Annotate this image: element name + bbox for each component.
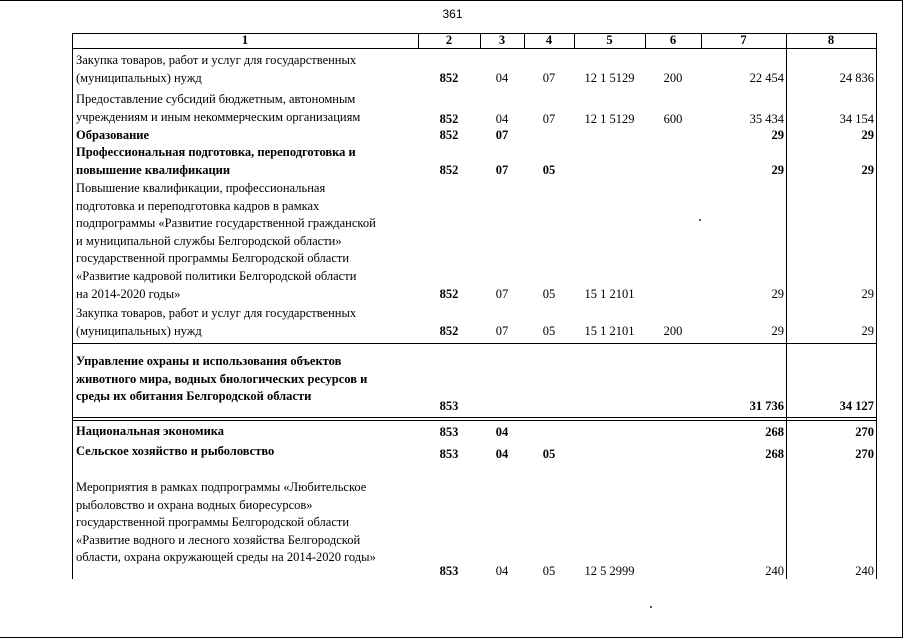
header-col-3: 3 xyxy=(498,33,506,47)
row-pr: 05 xyxy=(542,447,556,461)
col-line-right xyxy=(876,33,877,579)
row-sum-2015: 29 xyxy=(861,287,874,301)
section-top-line xyxy=(72,343,877,344)
row-ved: 852 xyxy=(439,71,459,85)
row-name xyxy=(76,144,418,179)
row-name-line: «Развитие кадровой политики Белгородской области xyxy=(76,268,357,283)
row-name-line: государственной программы Белгородской области xyxy=(76,251,350,266)
row-name-line: рыболовство и охрана водных биоресурсов» xyxy=(76,497,313,512)
row-name-line: Национальная экономика xyxy=(76,424,225,438)
row-sum-2014: 35 434 xyxy=(749,112,784,126)
row-name xyxy=(76,423,418,441)
row-rz: 04 xyxy=(495,425,509,439)
row-ved: 852 xyxy=(439,324,459,338)
row-sum-2015: 24 836 xyxy=(839,71,874,85)
row-name-line: на 2014-2020 годы» xyxy=(76,286,181,301)
scan-speck xyxy=(650,606,652,608)
row-sum-2015: 29 xyxy=(861,128,874,142)
row-name-line: Образование xyxy=(76,128,150,142)
row-sum-2015: 34 154 xyxy=(839,112,874,126)
row-name xyxy=(76,443,418,461)
row-name xyxy=(76,479,418,567)
row-name-line: учреждениям и иным некоммерческим организациям xyxy=(76,109,361,124)
scan-speck xyxy=(699,219,701,221)
row-name-line: (муниципальных) нужд xyxy=(76,323,202,338)
row-name xyxy=(76,353,418,406)
row-vr: 200 xyxy=(663,71,683,85)
row-rz: 07 xyxy=(495,128,509,142)
row-pr: 05 xyxy=(542,163,556,177)
header-col-2: 2 xyxy=(445,33,453,47)
row-sum-2014: 31 736 xyxy=(749,399,784,413)
header-col-6: 6 xyxy=(669,33,677,47)
row-ved: 852 xyxy=(439,163,459,177)
row-sum-2015: 270 xyxy=(855,447,874,461)
row-pr: 07 xyxy=(542,112,556,126)
row-name xyxy=(76,127,418,145)
row-pr: 07 xyxy=(542,71,556,85)
row-name-line: Мероприятия в рамках подпрограммы «Любительское xyxy=(76,480,367,494)
row-name-line: государственной программы Белгородской области xyxy=(76,515,350,530)
row-name-line: Сельское хозяйство и рыболовство xyxy=(76,444,275,458)
row-csr: 12 5 2999 xyxy=(584,564,635,578)
row-ved: 852 xyxy=(439,128,459,142)
row-rz: 04 xyxy=(495,112,509,126)
header-col-4: 4 xyxy=(545,33,553,47)
row-pr: 05 xyxy=(542,287,556,301)
row-ved: 853 xyxy=(439,564,459,578)
row-name xyxy=(76,91,418,126)
row-name-line: (муниципальных) нужд xyxy=(76,70,202,85)
row-sum-2014: 240 xyxy=(765,564,784,578)
row-name xyxy=(76,52,418,87)
row-name-line: подпрограммы «Развитие государственной гражданской xyxy=(76,216,376,231)
row-sum-2014: 22 454 xyxy=(749,71,784,85)
row-name-line: области, охрана окружающей среды на 2014-2020 годы» xyxy=(76,550,376,565)
row-name xyxy=(76,180,418,303)
row-ved: 853 xyxy=(439,425,459,439)
row-ved: 853 xyxy=(439,447,459,461)
row-csr: 15 1 2101 xyxy=(584,287,635,301)
section-bottom-line xyxy=(72,417,877,418)
row-sum-2015: 270 xyxy=(855,425,874,439)
row-name-line: подготовка и переподготовка кадров в рамках xyxy=(76,198,320,213)
section-second-line xyxy=(72,420,877,421)
row-sum-2015: 29 xyxy=(861,163,874,177)
page-number: 361 xyxy=(442,7,463,21)
row-name-line: животного мира, водных биологических ресурсов и xyxy=(76,371,368,386)
row-name-line: Предоставление субсидий бюджетным, автономным xyxy=(76,92,356,106)
row-name-line: Профессиональная подготовка, переподготовка и xyxy=(76,145,356,159)
row-ved: 852 xyxy=(439,112,459,126)
row-sum-2014: 29 xyxy=(771,324,784,338)
header-col-5: 5 xyxy=(606,33,613,47)
row-name-line: Закупка товаров, работ и услуг для государственных xyxy=(76,306,357,320)
row-name-line: Закупка товаров, работ и услуг для государственных xyxy=(76,53,357,67)
header-col-7: 7 xyxy=(740,33,747,47)
row-rz: 04 xyxy=(495,71,509,85)
header-col-8: 8 xyxy=(827,33,835,47)
row-rz: 07 xyxy=(495,163,509,177)
row-rz: 07 xyxy=(495,287,509,301)
row-ved: 852 xyxy=(439,287,459,301)
row-rz: 07 xyxy=(495,324,509,338)
row-csr: 15 1 2101 xyxy=(584,324,635,338)
row-rz: 04 xyxy=(495,564,509,578)
row-sum-2014: 268 xyxy=(765,425,784,439)
row-sum-2014: 29 xyxy=(771,128,784,142)
row-name-line: среды их обитания Белгородской области xyxy=(76,389,312,404)
row-name-line: и муниципальной службы Белгородской области» xyxy=(76,233,342,248)
row-sum-2015: 240 xyxy=(855,564,874,578)
row-ved: 853 xyxy=(439,399,459,413)
row-pr: 05 xyxy=(542,564,556,578)
row-vr: 200 xyxy=(663,324,683,338)
header-col-1: 1 xyxy=(241,33,249,47)
col-line-left xyxy=(72,33,73,579)
row-sum-2015: 29 xyxy=(861,324,874,338)
row-csr: 12 1 5129 xyxy=(584,112,635,126)
row-pr: 05 xyxy=(542,324,556,338)
row-csr: 12 1 5129 xyxy=(584,71,635,85)
row-name-line: «Развитие водного и лесного хозяйства Белгородской xyxy=(76,532,361,547)
row-name-line: повышение квалификации xyxy=(76,162,231,177)
row-name-line: Повышение квалификации, профессиональная xyxy=(76,181,326,195)
row-rz: 04 xyxy=(495,447,509,461)
row-sum-2014: 29 xyxy=(771,163,784,177)
row-sum-2014: 268 xyxy=(765,447,784,461)
row-sum-2015: 34 127 xyxy=(839,399,874,413)
row-sum-2014: 29 xyxy=(771,287,784,301)
row-vr: 600 xyxy=(663,112,683,126)
row-name-line: Управление охраны и использования объектов xyxy=(76,354,342,368)
row-name xyxy=(76,305,418,340)
